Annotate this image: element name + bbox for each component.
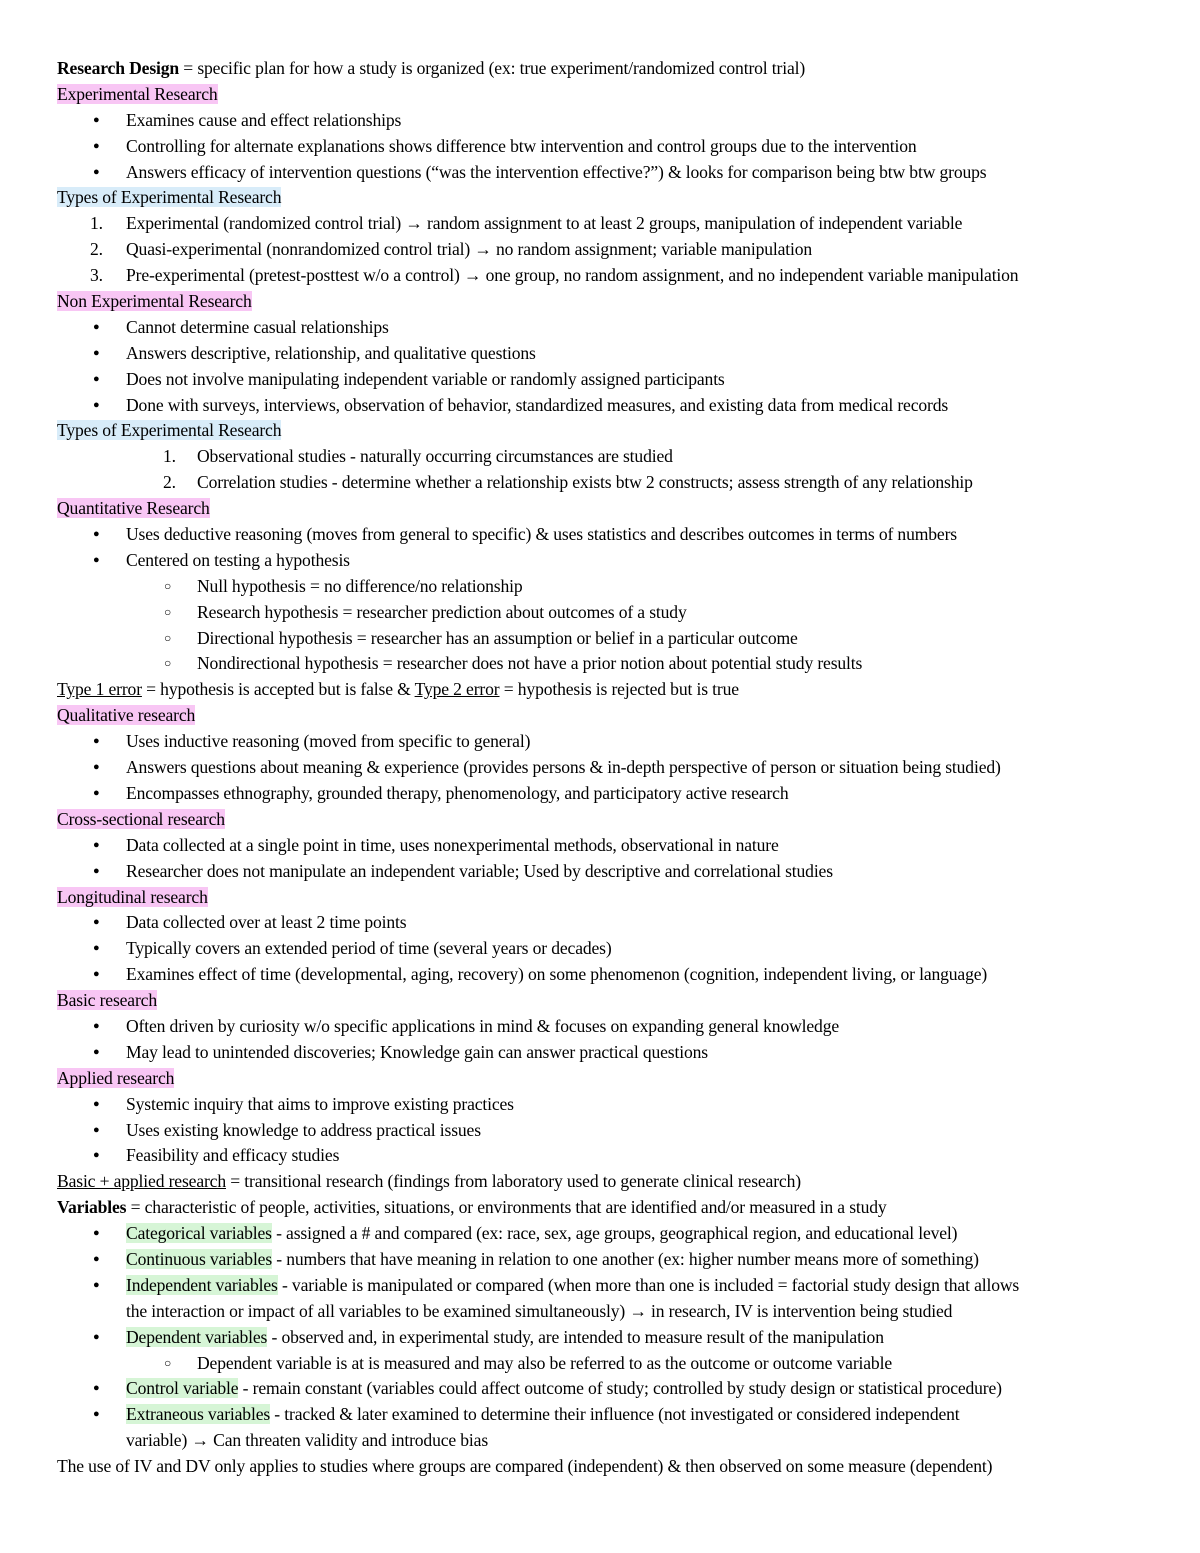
numbered-item: 3. Pre-experimental (pretest-posttest w/o a control) → one group, no random assignment, and no independent variable manipulation — [90, 265, 1019, 286]
list-item: ● Uses existing knowledge to address practical issues — [57, 1118, 1160, 1144]
list-item: ● Encompasses ethnography, grounded therapy, phenomenology, and participatory active research — [57, 781, 1160, 807]
list-item: ● Centered on testing a hypothesis — [57, 548, 1160, 574]
list-item: ● Examines cause and effect relationships — [57, 108, 1160, 134]
heading-qualitative-research: Qualitative research — [57, 705, 196, 726]
heading-types-of-experimental-research: Types of Experimental Research — [57, 187, 282, 208]
list-item: ● Control variable - remain constant (variables could affect outcome of study; controlled by study design or statistical procedure) — [57, 1376, 1160, 1402]
research-design-line: Research Design = specific plan for how a study is organized (ex: true experiment/randomized control trial) — [57, 58, 806, 78]
heading-types-of-experimental-research-2: Types of Experimental Research — [57, 420, 282, 441]
list-item: ● Answers efficacy of intervention questions (“was the intervention effective?”) & looks for comparison being btw btw groups — [57, 160, 1160, 186]
list-item: ● May lead to unintended discoveries; Knowledge gain can answer practical questions — [57, 1040, 1160, 1066]
list-item: ● Systemic inquiry that aims to improve existing practices — [57, 1092, 1160, 1118]
sub-list-item: ○ Dependent variable is at is measured and may also be referred to as the outcome or outcome variable — [57, 1351, 1160, 1377]
list-item: ● Typically covers an extended period of time (several years or decades) — [57, 936, 1160, 962]
numbered-item: 2. Quasi-experimental (nonrandomized control trial) → no random assignment; variable manipulation — [90, 239, 813, 260]
list-item: ● Often driven by curiosity w/o specific applications in mind & focuses on expanding general knowledge — [57, 1014, 1160, 1040]
list-item: ● Independent variables - variable is manipulated or compared (when more than one is included = factorial study design that allows — [57, 1273, 1160, 1299]
type-errors-line: Type 1 error = hypothesis is accepted but is false & Type 2 error = hypothesis is rejected but is true — [57, 679, 739, 700]
list-item: ● Data collected at a single point in time, uses nonexperimental methods, observational in nature — [57, 833, 1160, 859]
heading-quantitative-research: Quantitative Research — [57, 498, 210, 519]
term-research-design: Research Design — [57, 58, 180, 78]
heading-longitudinal-research: Longitudinal research — [57, 886, 208, 907]
list-item: ● Categorical variables - assigned a # and compared (ex: race, sex, age groups, geographical region, and educational level) — [57, 1221, 1160, 1247]
variables-line: Variables = characteristic of people, activities, situations, or environments that are identified and/or measured in a study — [57, 1197, 887, 1218]
list-item: ● Answers questions about meaning & experience (provides persons & in-depth perspective of person or situation being studied) — [57, 755, 1160, 781]
sub-list-item: ○ Null hypothesis = no difference/no relationship — [57, 574, 1160, 600]
list-item: ● Researcher does not manipulate an independent variable; Used by descriptive and correlational studies — [57, 859, 1160, 885]
list-item: ● Examines effect of time (developmental, aging, recovery) on some phenomenon (cognition, independent living, or language) — [57, 962, 1160, 988]
final-note: The use of IV and DV only applies to studies where groups are compared (independent) & then observed on some measure (dependent) — [57, 1456, 993, 1477]
heading-experimental-research: Experimental Research — [57, 83, 218, 104]
list-item-continuation: the interaction or impact of all variables to be examined simultaneously) → in research, IV is intervention being studied — [126, 1300, 953, 1321]
list-item: ● Continuous variables - numbers that have meaning in relation to one another (ex: higher number means more of something) — [57, 1247, 1160, 1273]
list-item: ● Data collected over at least 2 time points — [57, 910, 1160, 936]
list-item: ● Uses deductive reasoning (moves from general to specific) & uses statistics and describes outcomes in terms of numbers — [57, 522, 1160, 548]
numbered-item: 2. Correlation studies - determine whether a relationship exists btw 2 constructs; assess strength of any relationship — [163, 472, 973, 493]
list-item: ● Done with surveys, interviews, observation of behavior, standardized measures, and existing data from medical records — [57, 393, 1160, 419]
heading-applied-research: Applied research — [57, 1067, 175, 1088]
list-item: ● Does not involve manipulating independent variable or randomly assigned participants — [57, 367, 1160, 393]
basic-applied-line: Basic + applied research = transitional research (findings from laboratory used to generate clinical research) — [57, 1171, 801, 1192]
list-item: ● Answers descriptive, relationship, and qualitative questions — [57, 341, 1160, 367]
heading-cross-sectional-research: Cross-sectional research — [57, 808, 225, 829]
sub-list-item: ○ Research hypothesis = researcher prediction about outcomes of a study — [57, 600, 1160, 626]
heading-non-experimental-research: Non Experimental Research — [57, 291, 252, 312]
term-variables: Variables — [57, 1197, 127, 1218]
heading-basic-research: Basic research — [57, 990, 157, 1011]
list-item: ● Controlling for alternate explanations shows difference btw intervention and control groups due to the intervention — [57, 134, 1160, 160]
list-item: ● Extraneous variables - tracked & later examined to determine their influence (not investigated or considered independent — [57, 1402, 1160, 1428]
list-item-continuation: variable) → Can threaten validity and introduce bias — [126, 1430, 489, 1451]
list-item: ● Feasibility and efficacy studies — [57, 1143, 1160, 1169]
list-item: ● Cannot determine casual relationships — [57, 315, 1160, 341]
list-item: ● Uses inductive reasoning (moved from specific to general) — [57, 729, 1160, 755]
list-item: ● Dependent variables - observed and, in experimental study, are intended to measure result of the manipulation — [57, 1325, 1160, 1351]
sub-list-item: ○ Nondirectional hypothesis = researcher does not have a prior notion about potential study results — [57, 651, 1160, 677]
numbered-item: 1. Experimental (randomized control trial) → random assignment to at least 2 groups, manipulation of independent variable — [90, 213, 963, 234]
sub-list-item: ○ Directional hypothesis = researcher has an assumption or belief in a particular outcome — [57, 626, 1160, 652]
numbered-item: 1. Observational studies - naturally occurring circumstances are studied — [163, 446, 673, 467]
